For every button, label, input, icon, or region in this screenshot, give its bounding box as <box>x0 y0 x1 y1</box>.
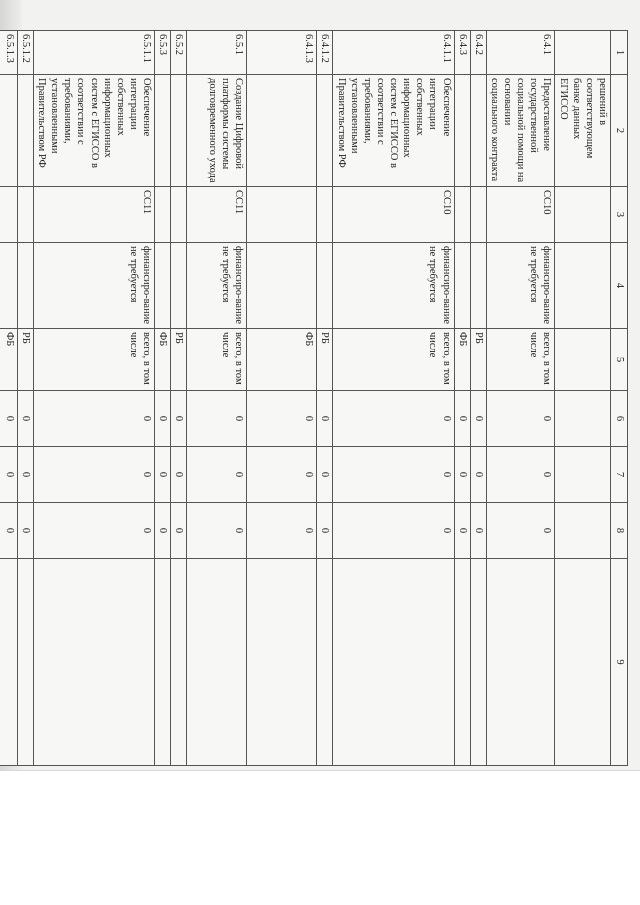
table-row <box>470 31 486 766</box>
row-col-9 <box>317 559 333 766</box>
row-name <box>470 75 486 187</box>
table-row <box>34 31 155 766</box>
row-type: РБ <box>470 329 486 391</box>
row-source <box>247 187 317 243</box>
row-source: СС11 <box>187 187 247 243</box>
row-value-6: 0 <box>454 391 470 447</box>
table-row <box>17 31 33 766</box>
row-value-8: 0 <box>486 503 555 559</box>
row-value-6: 0 <box>34 391 155 447</box>
header-cell: 9 <box>611 559 628 766</box>
row-col-9 <box>171 559 187 766</box>
row-col-9 <box>155 559 171 766</box>
row-type: ФБ <box>247 329 317 391</box>
row-name: Обеспечение интеграции собственных информационных систем с ЕГИССО в соответствии с требованиями, установленными Правительством РФ <box>333 75 454 187</box>
row-source: СС10 <box>333 187 454 243</box>
header-row <box>611 31 628 766</box>
row-finance <box>171 243 187 329</box>
row-value-8: 0 <box>171 503 187 559</box>
row-source <box>454 187 470 243</box>
row-col-9 <box>187 559 247 766</box>
table-row <box>171 31 187 766</box>
row-source <box>0 187 17 243</box>
row-value-7: 0 <box>171 447 187 503</box>
row-type <box>555 329 611 391</box>
row-code <box>555 31 611 75</box>
row-value-6: 0 <box>0 391 17 447</box>
header-cell: 7 <box>611 447 628 503</box>
table-row <box>187 31 247 766</box>
row-value-6: 0 <box>247 391 317 447</box>
row-value-8: 0 <box>470 503 486 559</box>
row-finance <box>17 243 33 329</box>
row-code: 6.5.1.1 <box>34 31 155 75</box>
row-name <box>155 75 171 187</box>
row-code: 6.4.1.1 <box>333 31 454 75</box>
header-cell: 6 <box>611 391 628 447</box>
row-finance <box>317 243 333 329</box>
row-finance: финансиро-вание не требуется <box>34 243 155 329</box>
row-value-7: 0 <box>470 447 486 503</box>
row-source <box>317 187 333 243</box>
row-value-8: 0 <box>34 503 155 559</box>
data-table <box>0 30 628 766</box>
row-name <box>454 75 470 187</box>
row-source <box>470 187 486 243</box>
row-name <box>317 75 333 187</box>
row-value-7: 0 <box>454 447 470 503</box>
row-value-7: 0 <box>317 447 333 503</box>
row-type: ФБ <box>454 329 470 391</box>
row-finance: финансиро-вание не требуется <box>187 243 247 329</box>
row-col-9 <box>247 559 317 766</box>
row-type: всего, в том числе <box>486 329 555 391</box>
table-row <box>247 31 317 766</box>
row-value-6: 0 <box>317 391 333 447</box>
row-value-6: 0 <box>486 391 555 447</box>
header-cell: 2 <box>611 75 628 187</box>
row-source <box>155 187 171 243</box>
row-name: Создание Цифровой платформы системы долговременного ухода <box>187 75 247 187</box>
row-value-8: 0 <box>317 503 333 559</box>
row-value-8 <box>555 503 611 559</box>
row-col-9 <box>555 559 611 766</box>
row-code: 6.4.3 <box>454 31 470 75</box>
row-type: РБ <box>17 329 33 391</box>
table-row <box>317 31 333 766</box>
row-type: РБ <box>171 329 187 391</box>
row-finance <box>0 243 17 329</box>
row-finance: финансиро-вание не требуется <box>486 243 555 329</box>
row-col-9 <box>486 559 555 766</box>
row-code: 6.5.3 <box>155 31 171 75</box>
row-name <box>171 75 187 187</box>
row-value-7: 0 <box>155 447 171 503</box>
row-name: Обеспечение интеграции собственных информационных систем с ЕГИССО в соответствии с требованиями, установленными Правительством РФ <box>34 75 155 187</box>
row-finance <box>247 243 317 329</box>
table-row <box>486 31 555 766</box>
row-value-7: 0 <box>17 447 33 503</box>
row-code: 6.4.2 <box>470 31 486 75</box>
row-col-9 <box>333 559 454 766</box>
row-col-9 <box>470 559 486 766</box>
row-value-8: 0 <box>0 503 17 559</box>
row-code: 6.4.1 <box>486 31 555 75</box>
row-code: 6.5.1.2 <box>17 31 33 75</box>
row-value-6 <box>555 391 611 447</box>
row-code: 6.4.1.3 <box>247 31 317 75</box>
row-finance <box>470 243 486 329</box>
row-value-6: 0 <box>470 391 486 447</box>
row-value-8: 0 <box>187 503 247 559</box>
row-value-6: 0 <box>333 391 454 447</box>
row-code: 6.5.1.3 <box>0 31 17 75</box>
row-col-9 <box>34 559 155 766</box>
row-type: всего, в том числе <box>187 329 247 391</box>
row-code: 6.4.1.2 <box>317 31 333 75</box>
header-cell: 5 <box>611 329 628 391</box>
table-row <box>0 31 17 766</box>
table-row <box>333 31 454 766</box>
row-value-6: 0 <box>187 391 247 447</box>
row-value-8: 0 <box>155 503 171 559</box>
row-value-7: 0 <box>187 447 247 503</box>
header-cell: 1 <box>611 31 628 75</box>
row-type: ФБ <box>0 329 17 391</box>
row-name <box>247 75 317 187</box>
row-value-8: 0 <box>247 503 317 559</box>
row-name <box>17 75 33 187</box>
row-source: СС11 <box>34 187 155 243</box>
row-code: 6.5.2 <box>171 31 187 75</box>
table-row <box>155 31 171 766</box>
row-name <box>0 75 17 187</box>
row-type: РБ <box>317 329 333 391</box>
row-value-8: 0 <box>454 503 470 559</box>
row-type: ФБ <box>155 329 171 391</box>
row-type: всего, в том числе <box>333 329 454 391</box>
row-value-7 <box>555 447 611 503</box>
row-finance <box>454 243 470 329</box>
row-finance: финансиро-вание не требуется <box>333 243 454 329</box>
table-row <box>555 31 611 766</box>
header-cell: 3 <box>611 187 628 243</box>
row-value-6: 0 <box>171 391 187 447</box>
row-value-8: 0 <box>17 503 33 559</box>
row-value-6: 0 <box>17 391 33 447</box>
row-source <box>555 187 611 243</box>
row-value-7: 0 <box>486 447 555 503</box>
row-value-8: 0 <box>333 503 454 559</box>
row-value-6: 0 <box>155 391 171 447</box>
row-source: СС10 <box>486 187 555 243</box>
row-value-7: 0 <box>34 447 155 503</box>
row-source <box>171 187 187 243</box>
header-cell: 8 <box>611 503 628 559</box>
row-col-9 <box>454 559 470 766</box>
row-finance <box>155 243 171 329</box>
row-name: Предоставление государственной социальной помощи на основании социального контракта <box>486 75 555 187</box>
row-finance <box>555 243 611 329</box>
row-type: всего, в том числе <box>34 329 155 391</box>
row-col-9 <box>0 559 17 766</box>
header-cell: 4 <box>611 243 628 329</box>
row-value-7: 0 <box>0 447 17 503</box>
row-source <box>17 187 33 243</box>
row-value-7: 0 <box>333 447 454 503</box>
row-name: решений в соответствующем банке данных ЕГИССО <box>555 75 611 187</box>
row-code: 6.5.1 <box>187 31 247 75</box>
table-container <box>3 30 628 765</box>
row-col-9 <box>17 559 33 766</box>
row-value-7: 0 <box>247 447 317 503</box>
table-row <box>454 31 470 766</box>
